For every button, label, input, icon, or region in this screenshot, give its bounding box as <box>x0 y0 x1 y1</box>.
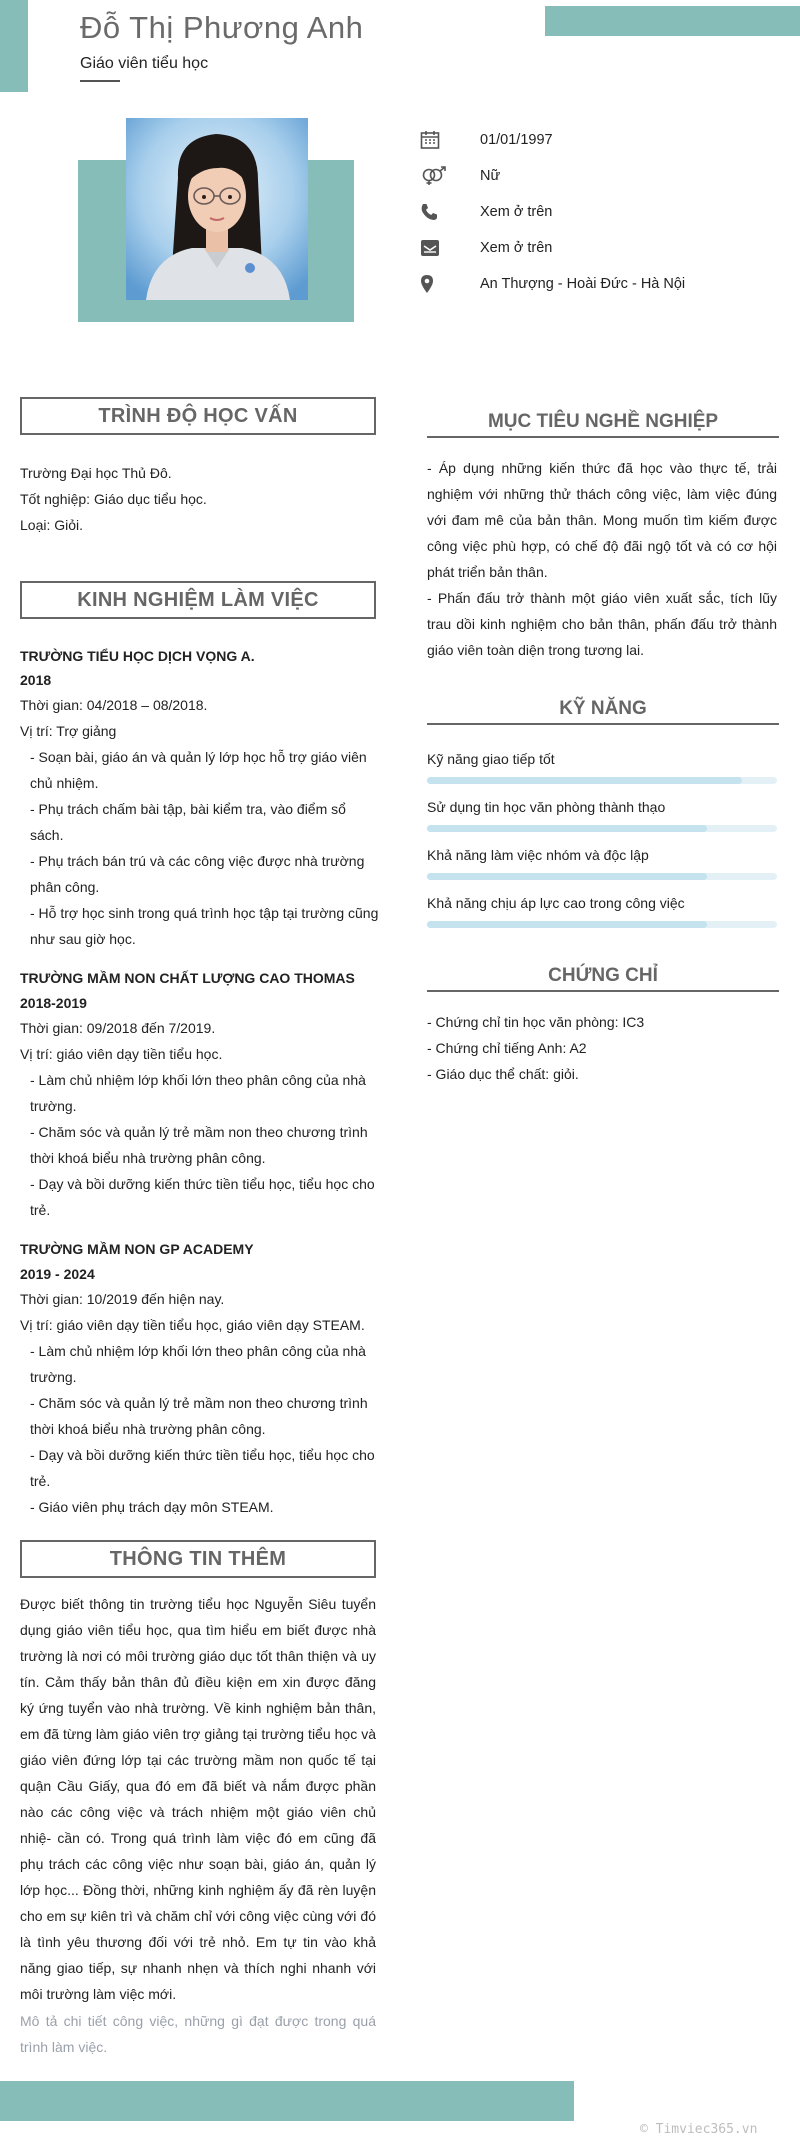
email-icon <box>420 237 450 259</box>
contact-birthdate <box>420 127 553 153</box>
contact-email <box>420 235 552 261</box>
skill-bar-fill <box>427 921 707 928</box>
job-duty: - Phụ trách chấm bài tập, bài kiểm tra, vào điểm sổ <box>30 801 346 817</box>
job-duty: - Soạn bài, giáo án và quản lý lớp học hỗ trợ giáo viên <box>30 749 367 765</box>
job-time: Thời gian: 04/2018 – 08/2018. <box>20 697 208 713</box>
job-company: TRƯỜNG MẦM NON GP ACADEMY <box>20 1241 254 1257</box>
phone-value: Xem ở trên <box>480 204 553 220</box>
birthdate-value: 01/01/1997 <box>480 132 553 148</box>
certificate-item: - Giáo dục thể chất: giỏi. <box>427 1066 579 1082</box>
job-duty: phân công. <box>30 879 100 895</box>
job-duty: - Dạy và bồi dưỡng kiến thức tiền tiểu học, tiểu học cho <box>30 1447 375 1463</box>
job-years: 2019 - 2024 <box>20 1266 95 1282</box>
job-duty: chủ nhiệm. <box>30 775 99 791</box>
objective-heading: MỤC TIÊU NGHỀ NGHIỆP <box>427 411 779 438</box>
experience-heading: KINH NGHIỆM LÀM VIỆC <box>20 581 376 619</box>
job-duty: - Làm chủ nhiệm lớp khối lớn theo phân công của nhà <box>30 1072 366 1088</box>
additional-placeholder: Mô tả chi tiết công việc, những gì đạt được trong quá trình làm việc. <box>20 2013 376 2055</box>
avatar <box>126 118 308 300</box>
education-heading: TRÌNH ĐỘ HỌC VẤN <box>20 397 376 435</box>
job-duty: trẻ. <box>30 1202 51 1218</box>
job-company: TRƯỜNG TIỂU HỌC DỊCH VỌNG A. <box>20 648 255 664</box>
job-duty: sách. <box>30 827 64 843</box>
accent-bar-left <box>0 0 28 92</box>
skill-bar-fill <box>427 873 707 880</box>
job-time: Thời gian: 10/2019 đến hiện nay. <box>20 1291 225 1307</box>
candidate-name: Đỗ Thị Phương Anh <box>80 10 364 45</box>
additional-text: Được biết thông tin trường tiểu học Nguyễn Siêu tuyển dụng giáo viên tiểu học, qua tìm hiểu em biết được nhà trường là nơi có môi trường giáo dục tốt thân thiện và uy tín. Cảm thấy bản thân đủ điều kiện em xin được đăng ký ứng tuyển vào nhà trường. Về kinh nghiệm bản thân, em đã từng làm giáo viên trợ giảng tại trường tiểu học và giáo viên đứng lớp tại các trường mầm non quốc tế tại quận Cầu Giấy, qua đó em đã biết và nắm được phần nào các công việc và trách nhiệm một giáo viên chủ nhiệ- cần có. Trong quá trình làm việc đó em cũng đã phụ trách các công việc như soạn bài, giáo án, quản lý lớp học... Đồng thời, những kinh nghiệm ấy đã rèn luyện cho em sự kiên trì và chăm chỉ với công việc cùng với đó là tình yêu thương đối với trẻ nhỏ. Em tự tin vào khả năng giao tiếp, sự nhanh nhẹn và thích nghi nhanh với môi trường làm việc mới. <box>20 1596 376 2002</box>
job-position: Vị trí: giáo viên dạy tiền tiểu học, giáo viên dạy STEAM. <box>20 1317 365 1333</box>
skill-bar <box>427 873 777 880</box>
accent-bar-right <box>545 6 800 36</box>
job-duty: - Phụ trách bán trú và các công việc được nhà trường <box>30 853 365 869</box>
contact-address <box>420 271 685 297</box>
job-title: Giáo viên tiểu học <box>80 55 209 72</box>
job-years: 2018 <box>20 672 52 688</box>
skill-label: Sử dụng tin học văn phòng thành thạo <box>427 799 666 815</box>
job-position: Vị trí: giáo viên dạy tiền tiểu học. <box>20 1046 223 1062</box>
skill-bar <box>427 825 777 832</box>
education-line: Trường Đại học Thủ Đô. <box>20 465 172 481</box>
copyright-text: © Timviec365.vn <box>640 2122 758 2137</box>
skill-label: Kỹ năng giao tiếp tốt <box>427 751 555 767</box>
job-duty: trường. <box>30 1369 77 1385</box>
job-company: TRƯỜNG MẦM NON CHẤT LƯỢNG CAO THOMAS <box>20 970 355 986</box>
job-position: Vị trí: Trợ giảng <box>20 723 117 739</box>
job-duty: như sau giờ học. <box>30 931 136 947</box>
job-duty: - Chăm sóc và quản lý trẻ mầm non theo chương trình <box>30 1124 368 1140</box>
skill-bar-fill <box>427 777 742 784</box>
job-duty: thời khoá biểu nhà trường phân công. <box>30 1150 266 1166</box>
skill-bar <box>427 777 777 784</box>
gender-icon <box>420 165 450 187</box>
job-time: Thời gian: 09/2018 đến 7/2019. <box>20 1020 216 1036</box>
phone-icon <box>420 201 450 223</box>
title-underline <box>80 80 120 82</box>
skills-heading: KỸ NĂNG <box>427 698 779 725</box>
footer-accent-bar <box>0 2081 574 2121</box>
certificates-heading: CHỨNG CHỈ <box>427 965 779 992</box>
gender-value: Nữ <box>480 168 501 184</box>
job-duty: thời khoá biểu nhà trường phân công. <box>30 1421 266 1437</box>
skill-label: Khả năng làm việc nhóm và độc lập <box>427 847 649 863</box>
contact-gender <box>420 163 500 189</box>
education-line: Tốt nghiệp: Giáo dục tiểu học. <box>20 491 207 507</box>
objective-text-1: - Áp dụng những kiến thức đã học vào thực tế, trải nghiệm với những thử thách công việc, làm việc đúng với đam mê của bản thân. Mong muốn tìm kiếm được công việc phù hợp, có chế độ đãi ngộ tốt và có cơ hội phát triển bản thân. <box>427 460 777 580</box>
job-duty: trẻ. <box>30 1473 51 1489</box>
certificate-item: - Chứng chỉ tiếng Anh: A2 <box>427 1040 587 1056</box>
job-duty: - Chăm sóc và quản lý trẻ mầm non theo chương trình <box>30 1395 368 1411</box>
job-duty: - Dạy và bồi dưỡng kiến thức tiền tiểu học, tiểu học cho <box>30 1176 375 1192</box>
job-duty: - Hỗ trợ học sinh trong quá trình học tập tại trường cũng <box>30 905 379 921</box>
job-duty: - Làm chủ nhiệm lớp khối lớn theo phân công của nhà <box>30 1343 366 1359</box>
skill-bar-fill <box>427 825 707 832</box>
certificate-item: - Chứng chỉ tin học văn phòng: IC3 <box>427 1014 645 1030</box>
job-duty: trường. <box>30 1098 77 1114</box>
email-value: Xem ở trên <box>480 240 553 256</box>
address-value: An Thượng - Hoài Đức - Hà Nội <box>480 276 686 292</box>
objective-text-2: - Phấn đấu trở thành một giáo viên xuất sắc, tích lũy trau dồi kinh nghiệm cho bản thân, phấn đấu trở thành giáo viên toàn diện trong tương lai. <box>427 590 777 658</box>
job-duty: - Giáo viên phụ trách dạy môn STEAM. <box>30 1499 274 1515</box>
job-years: 2018-2019 <box>20 995 87 1011</box>
location-icon <box>420 273 450 295</box>
contact-phone <box>420 199 552 225</box>
skill-bar <box>427 921 777 928</box>
additional-heading: THÔNG TIN THÊM <box>20 1540 376 1578</box>
education-line: Loại: Giỏi. <box>20 517 84 533</box>
skill-label: Khả năng chịu áp lực cao trong công việc <box>427 895 685 911</box>
calendar-icon <box>420 129 450 151</box>
